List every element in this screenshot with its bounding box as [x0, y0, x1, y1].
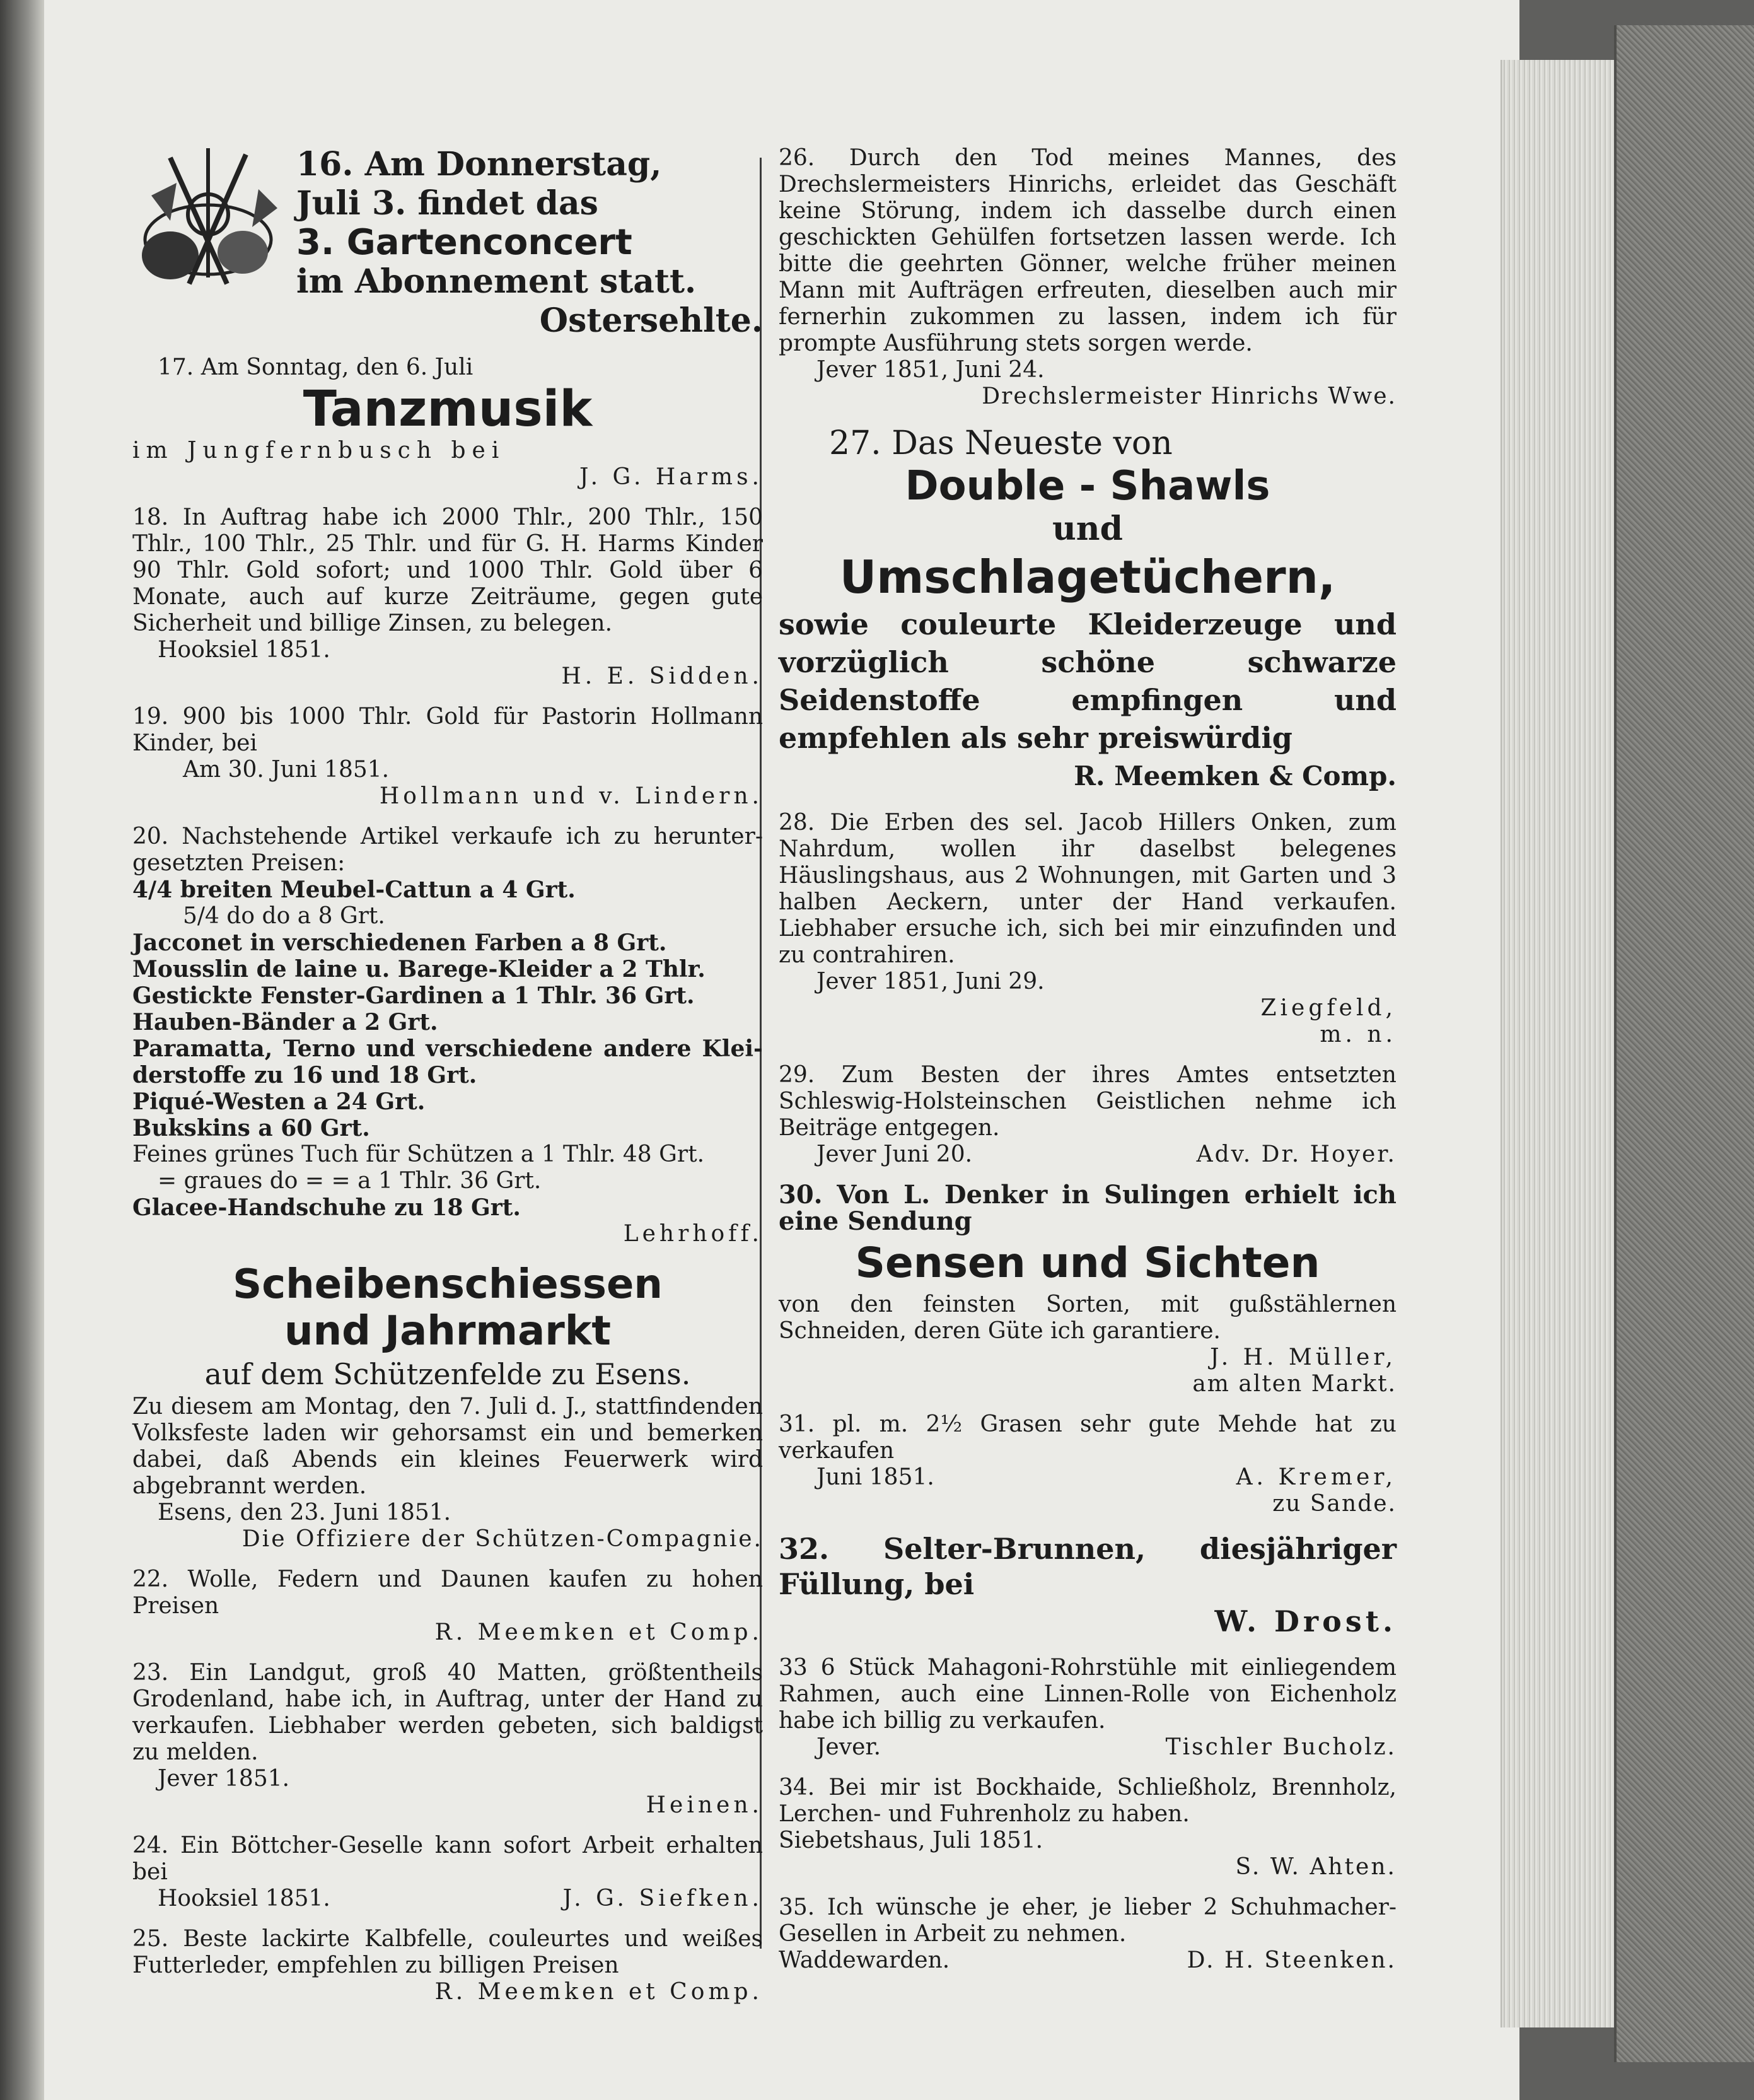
- ad-34: [779, 1775, 1397, 1881]
- ad-26: [779, 145, 1397, 410]
- ad-28-date: Jever 1851, Juni 29.: [816, 969, 1045, 995]
- ad-21-text: Zu diesem am Montag, den 7. Juli d. J., stattfindenden Volksfeste laden wir gehorsamst ein und bemerken dabei, daß Abends ein kleines Feuerwerk wird abgebrannt werden.: [132, 1394, 763, 1499]
- ad-17-signature: J. G. Harms.: [579, 464, 763, 490]
- ad-29: [779, 1062, 1397, 1168]
- ad-16: [132, 145, 763, 341]
- ad-31-date: Juni 1851.: [816, 1464, 934, 1490]
- ad-20-item: Bukskins a 60 Grt.: [132, 1115, 370, 1141]
- ad-27-subheadline: Umschlagetüchern,: [839, 551, 1336, 604]
- ad-16-line3: 3. Gartenconcert: [296, 222, 632, 263]
- ad-16-number: 16.: [296, 145, 354, 184]
- ad-23-signature: Heinen.: [646, 1792, 763, 1818]
- ad-19-signature: Hollmann und v. Lindern.: [379, 783, 763, 809]
- ad-21: [132, 1261, 763, 1553]
- ad-30-signature: J. H. Müller,: [1210, 1345, 1397, 1370]
- ad-29-text: 29. Zum Besten der ihres Amtes entsetzten Schleswig-Holsteinschen Geistlichen nehme ich Beiträge entgegen.: [779, 1062, 1397, 1141]
- ad-22-signature: R. Meemken et Comp.: [434, 1619, 763, 1645]
- ad-18: [132, 505, 763, 690]
- ad-24: [132, 1833, 763, 1912]
- ad-22-text: 22. Wolle, Federn und Daunen kaufen zu hohen Preisen: [132, 1566, 763, 1619]
- ad-32-signature: W. Drost.: [1214, 1604, 1397, 1638]
- ad-17-title: Tanzmusik: [303, 381, 593, 438]
- ad-18-text: 18. In Auftrag habe ich 2000 Thlr., 200 Thlr., 150 Thlr., 100 Thlr., 25 Thlr. und für G. H. Harms Kinder 90 Thlr. Gold sofort; und 1000 Thlr. Gold über 6 Monate, auch auf kurze Zeiträume, gegen gute Sicherheit und billige Zinsen, zu belegen.: [132, 505, 763, 636]
- ad-28-signature-note: m. n.: [1320, 1022, 1397, 1047]
- ad-34-text: 34. Bei mir ist Bockhaide, Schließholz, Brennholz, Lerchen- und Fuhrenholz zu haben.: [779, 1775, 1397, 1827]
- ad-21-subheadline: und Jahrmarkt: [284, 1308, 611, 1355]
- ad-30-text: 30. Von L. Denker in Sulingen erhielt ich eine Sendung: [779, 1180, 1397, 1236]
- ad-18-place: Hooksiel 1851.: [158, 637, 330, 663]
- music-instruments-emblem-icon: [132, 145, 284, 290]
- ad-21-signature: Die Offiziere der Schützen-Compagnie.: [241, 1526, 763, 1552]
- ad-21-date: Esens, den 23. Juni 1851.: [158, 1500, 451, 1525]
- ad-35-signature: D. H. Steenken.: [1187, 1947, 1397, 1973]
- ad-20-item: Jacconet in verschiedenen Farben a 8 Grt.: [132, 930, 667, 956]
- ad-33-text: 33 6 Stück Mahagoni-Rohrstühle mit einliegendem Rahmen, auch eine Linnen-Rolle von Eichenholz habe ich billig zu verkaufen.: [779, 1655, 1397, 1734]
- ad-29-signature: Adv. Dr. Hoyer.: [1196, 1141, 1397, 1167]
- ad-27-headline: Double - Shawls: [905, 463, 1270, 510]
- ad-31-signature: A. Kremer,: [1236, 1464, 1397, 1490]
- ad-26-text: 26. Durch den Tod meines Mannes, des Drechslermeisters Hinrichs, erleidet das Geschäft keine Störung, indem ich dasselbe durch einen geschickten Gehülfen fortsetzen lassen werde. Ich bitte die geehrten Gönner, welche früher meinen Mann mit Aufträgen erfreuten, dieselben auch mir fernerhin zukommen zu lassen, indem ich für prompte Ausführung stets sorgen werde.: [779, 145, 1397, 356]
- ad-20-item: Paramatta, Terno und verschiedene andere Klei- derstoffe zu 16 und 18 Grt.: [132, 1035, 763, 1088]
- ad-20-intro: 20. Nachstehende Artikel verkaufe ich zu herunter- gesetzten Preisen:: [132, 824, 763, 876]
- ad-30-signature-address: am alten Markt.: [1192, 1371, 1397, 1397]
- ad-24-text: 24. Ein Böttcher-Geselle kann sofort Arbeit erhalten bei: [132, 1833, 763, 1885]
- book-spine-left: [0, 0, 45, 2100]
- ad-20: [132, 824, 763, 1247]
- ad-16-line4: im Abonnement statt.: [296, 262, 697, 301]
- ad-34-date: Siebetshaus, Juli 1851.: [779, 1828, 1043, 1853]
- ad-30-title: Sensen und Sichten: [855, 1239, 1320, 1287]
- ad-20-item: Glacee-Handschuhe zu 18 Grt.: [132, 1194, 521, 1221]
- ad-28-signature: Ziegfeld,: [1260, 995, 1397, 1021]
- page-edges: [1501, 60, 1628, 2027]
- ad-27-text: sowie couleurte Kleiderzeuge und vorzüglich schöne schwarze Seidenstoffe empfingen und empfehlen als sehr preiswürdig: [779, 607, 1397, 755]
- ad-29-date: Jever Juni 20.: [816, 1141, 973, 1167]
- book-cover: [1614, 25, 1754, 2062]
- ad-20-item: Piqué-Westen a 24 Grt.: [132, 1088, 426, 1115]
- ad-20-item: Mousslin de laine u. Barege-Kleider a 2 Thlr.: [132, 956, 706, 983]
- ad-19-text: 19. 900 bis 1000 Thlr. Gold für Pastorin Hollmann Kinder, bei: [132, 704, 763, 756]
- ad-31-signature-address: zu Sande.: [1272, 1491, 1397, 1517]
- left-column: [132, 145, 763, 2019]
- ad-20-item: Gestickte Fenster-Gardinen a 1 Thlr. 36 Grt.: [132, 983, 695, 1009]
- ad-23-text: 23. Ein Landgut, groß 40 Matten, größtentheils Grodenland, habe ich, in Auftrag, unter der Hand zu verkaufen. Liebhaber werden gebeten, sich baldigst zu melden.: [132, 1660, 763, 1765]
- ad-17: [132, 354, 763, 491]
- ad-24-signature: J. G. Siefken.: [562, 1886, 763, 1911]
- ad-35-text: 35. Ich wünsche je eher, je lieber 2 Schuhmacher-Gesellen in Arbeit zu nehmen.: [779, 1894, 1397, 1947]
- ad-32: [779, 1531, 1397, 1641]
- ad-16-line2: Juli 3. findet das: [296, 184, 598, 223]
- ad-27-intro: 27. Das Neueste von: [829, 424, 1173, 462]
- ad-32-text: 32. Selter-Brunnen, diesjähriger Füllung, bei: [779, 1532, 1397, 1601]
- ad-17-place: im Jungfernbusch bei: [132, 438, 506, 464]
- ad-23: [132, 1660, 763, 1819]
- ad-28: [779, 810, 1397, 1048]
- ad-23-place: Jever 1851.: [158, 1766, 290, 1792]
- ad-17-intro: 17. Am Sonntag, den 6. Juli: [158, 354, 473, 380]
- ad-27-connector: und: [1052, 510, 1123, 548]
- ad-33-place: Jever.: [816, 1734, 881, 1760]
- ad-35-place: Waddewarden.: [779, 1947, 950, 1973]
- ad-20-item: 4/4 breiten Meubel-Cattun a 4 Grt.: [132, 877, 576, 903]
- ad-30: [779, 1182, 1397, 1397]
- ad-26-date: Jever 1851, Juni 24.: [816, 357, 1045, 383]
- ad-24-place: Hooksiel 1851.: [158, 1886, 330, 1911]
- ad-22: [132, 1566, 763, 1646]
- ad-16-line5: Ostersehlte.: [539, 301, 763, 340]
- ad-19: [132, 704, 763, 810]
- ad-31: [779, 1411, 1397, 1517]
- ad-28-text: 28. Die Erben des sel. Jacob Hillers Onken, zum Nahrdum, wollen ihr daselbst belegenes Häuslingshaus, aus 2 Wohnungen, mit Garten und 3 halben Aeckern, unter der Hand verkaufen. Liebhaber ersuche ich, sich bei mir einzufinden und zu contrahiren.: [779, 810, 1397, 968]
- ad-31-text: 31. pl. m. 2½ Grasen sehr gute Mehde hat zu verkaufen: [779, 1411, 1397, 1464]
- ad-18-signature: H. E. Sidden.: [561, 663, 763, 689]
- ad-27: [779, 424, 1397, 796]
- ad-33: [779, 1655, 1397, 1761]
- ad-25-text: 25. Beste lackirte Kalbfelle, couleurtes und weißes Futterleder, empfehlen zu billigen Preisen: [132, 1926, 763, 1978]
- ad-30-text2: von den feinsten Sorten, mit gußstählernen Schneiden, deren Güte ich garantiere.: [779, 1292, 1397, 1344]
- ad-33-signature: Tischler Bucholz.: [1165, 1734, 1397, 1760]
- ad-19-date: Am 30. Juni 1851.: [183, 757, 390, 783]
- ad-20-item: Hauben-Bänder a 2 Grt.: [132, 1009, 438, 1035]
- ad-16-line1: Am Donnerstag,: [364, 145, 662, 184]
- ad-26-signature: Drechslermeister Hinrichs Wwe.: [982, 383, 1397, 409]
- ad-20-item: Feines grünes Tuch für Schützen a 1 Thlr. 48 Grt.: [132, 1141, 705, 1167]
- ad-20-item: 5/4 do do a 8 Grt.: [183, 903, 385, 929]
- ad-21-location: auf dem Schützenfelde zu Esens.: [204, 1357, 691, 1391]
- ad-27-signature: R. Meemken & Comp.: [1074, 761, 1397, 791]
- ad-35: [779, 1894, 1397, 1974]
- ad-20-item: = graues do = = a 1 Thlr. 36 Grt.: [158, 1168, 542, 1194]
- right-column: [779, 145, 1397, 1988]
- ad-20-signature: Lehrhoff.: [623, 1221, 763, 1247]
- ad-25: [132, 1926, 763, 2005]
- ad-34-signature: S. W. Ahten.: [1235, 1854, 1397, 1880]
- ad-25-signature: R. Meemken et Comp.: [434, 1979, 763, 2005]
- ad-21-headline: Scheibenschiessen: [233, 1261, 663, 1308]
